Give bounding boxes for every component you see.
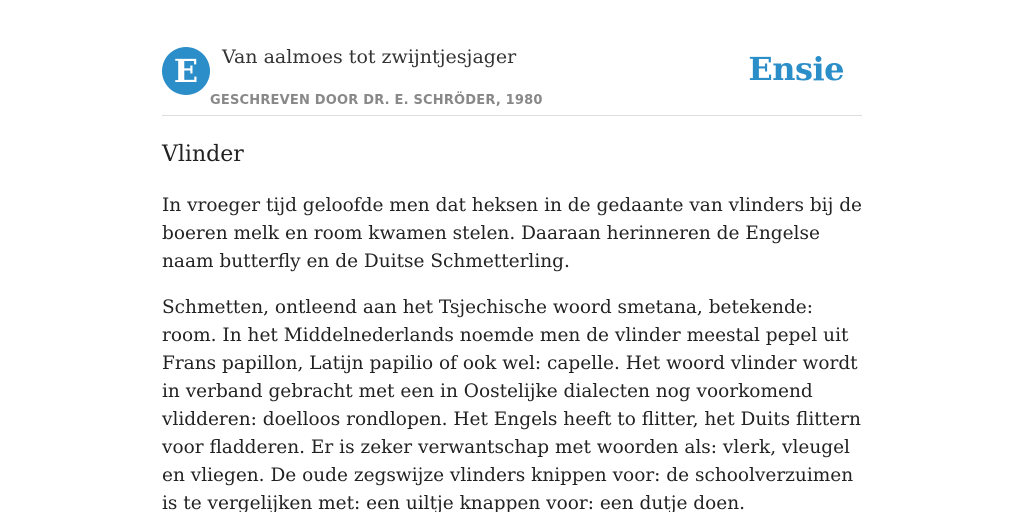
byline: GESCHREVEN DOOR DR. E. SCHRÖDER, 1980	[210, 93, 543, 108]
entry-paragraph: In vroeger tijd geloofde men dat heksen in de gedaante van vlinders bij de boeren melk en room kwamen stelen. Daaraan herinneren de Engelse naam butterfly en de Duitse Schmetterling.	[162, 195, 863, 272]
book-title[interactable]: Van aalmoes tot zwijntjesjager	[222, 46, 517, 68]
entry-paragraph: Schmetten, ontleend aan het Tsjechische woord smetana, betekende: room. In het Middelnederlands noemde men de vlinder meestal pepel uit Frans papillon, Latijn papilio of ook wel: capelle. Het woord vlinder wordt in verband gebracht met een in Oostelijke dialecten nog voorkomend vlidderen: doelloos rondlopen. Het Engels heeft to flitter, het Duits flittern voor fladderen. Er is zeker verwantschap met woorden als: vlerk, vleugel en vliegen. De oude zegswijze vlinders knippen voor: de schoolverzuimen is te vergelijken met: een uiltje knappen voor: een dutje doen.	[162, 297, 861, 512]
ensie-brand-link[interactable]: Ensie	[748, 50, 844, 88]
header	[162, 40, 862, 116]
ensie-logo-icon[interactable]: E	[162, 47, 210, 95]
entry-content	[162, 140, 862, 512]
entry-title: Vlinder	[162, 142, 244, 167]
